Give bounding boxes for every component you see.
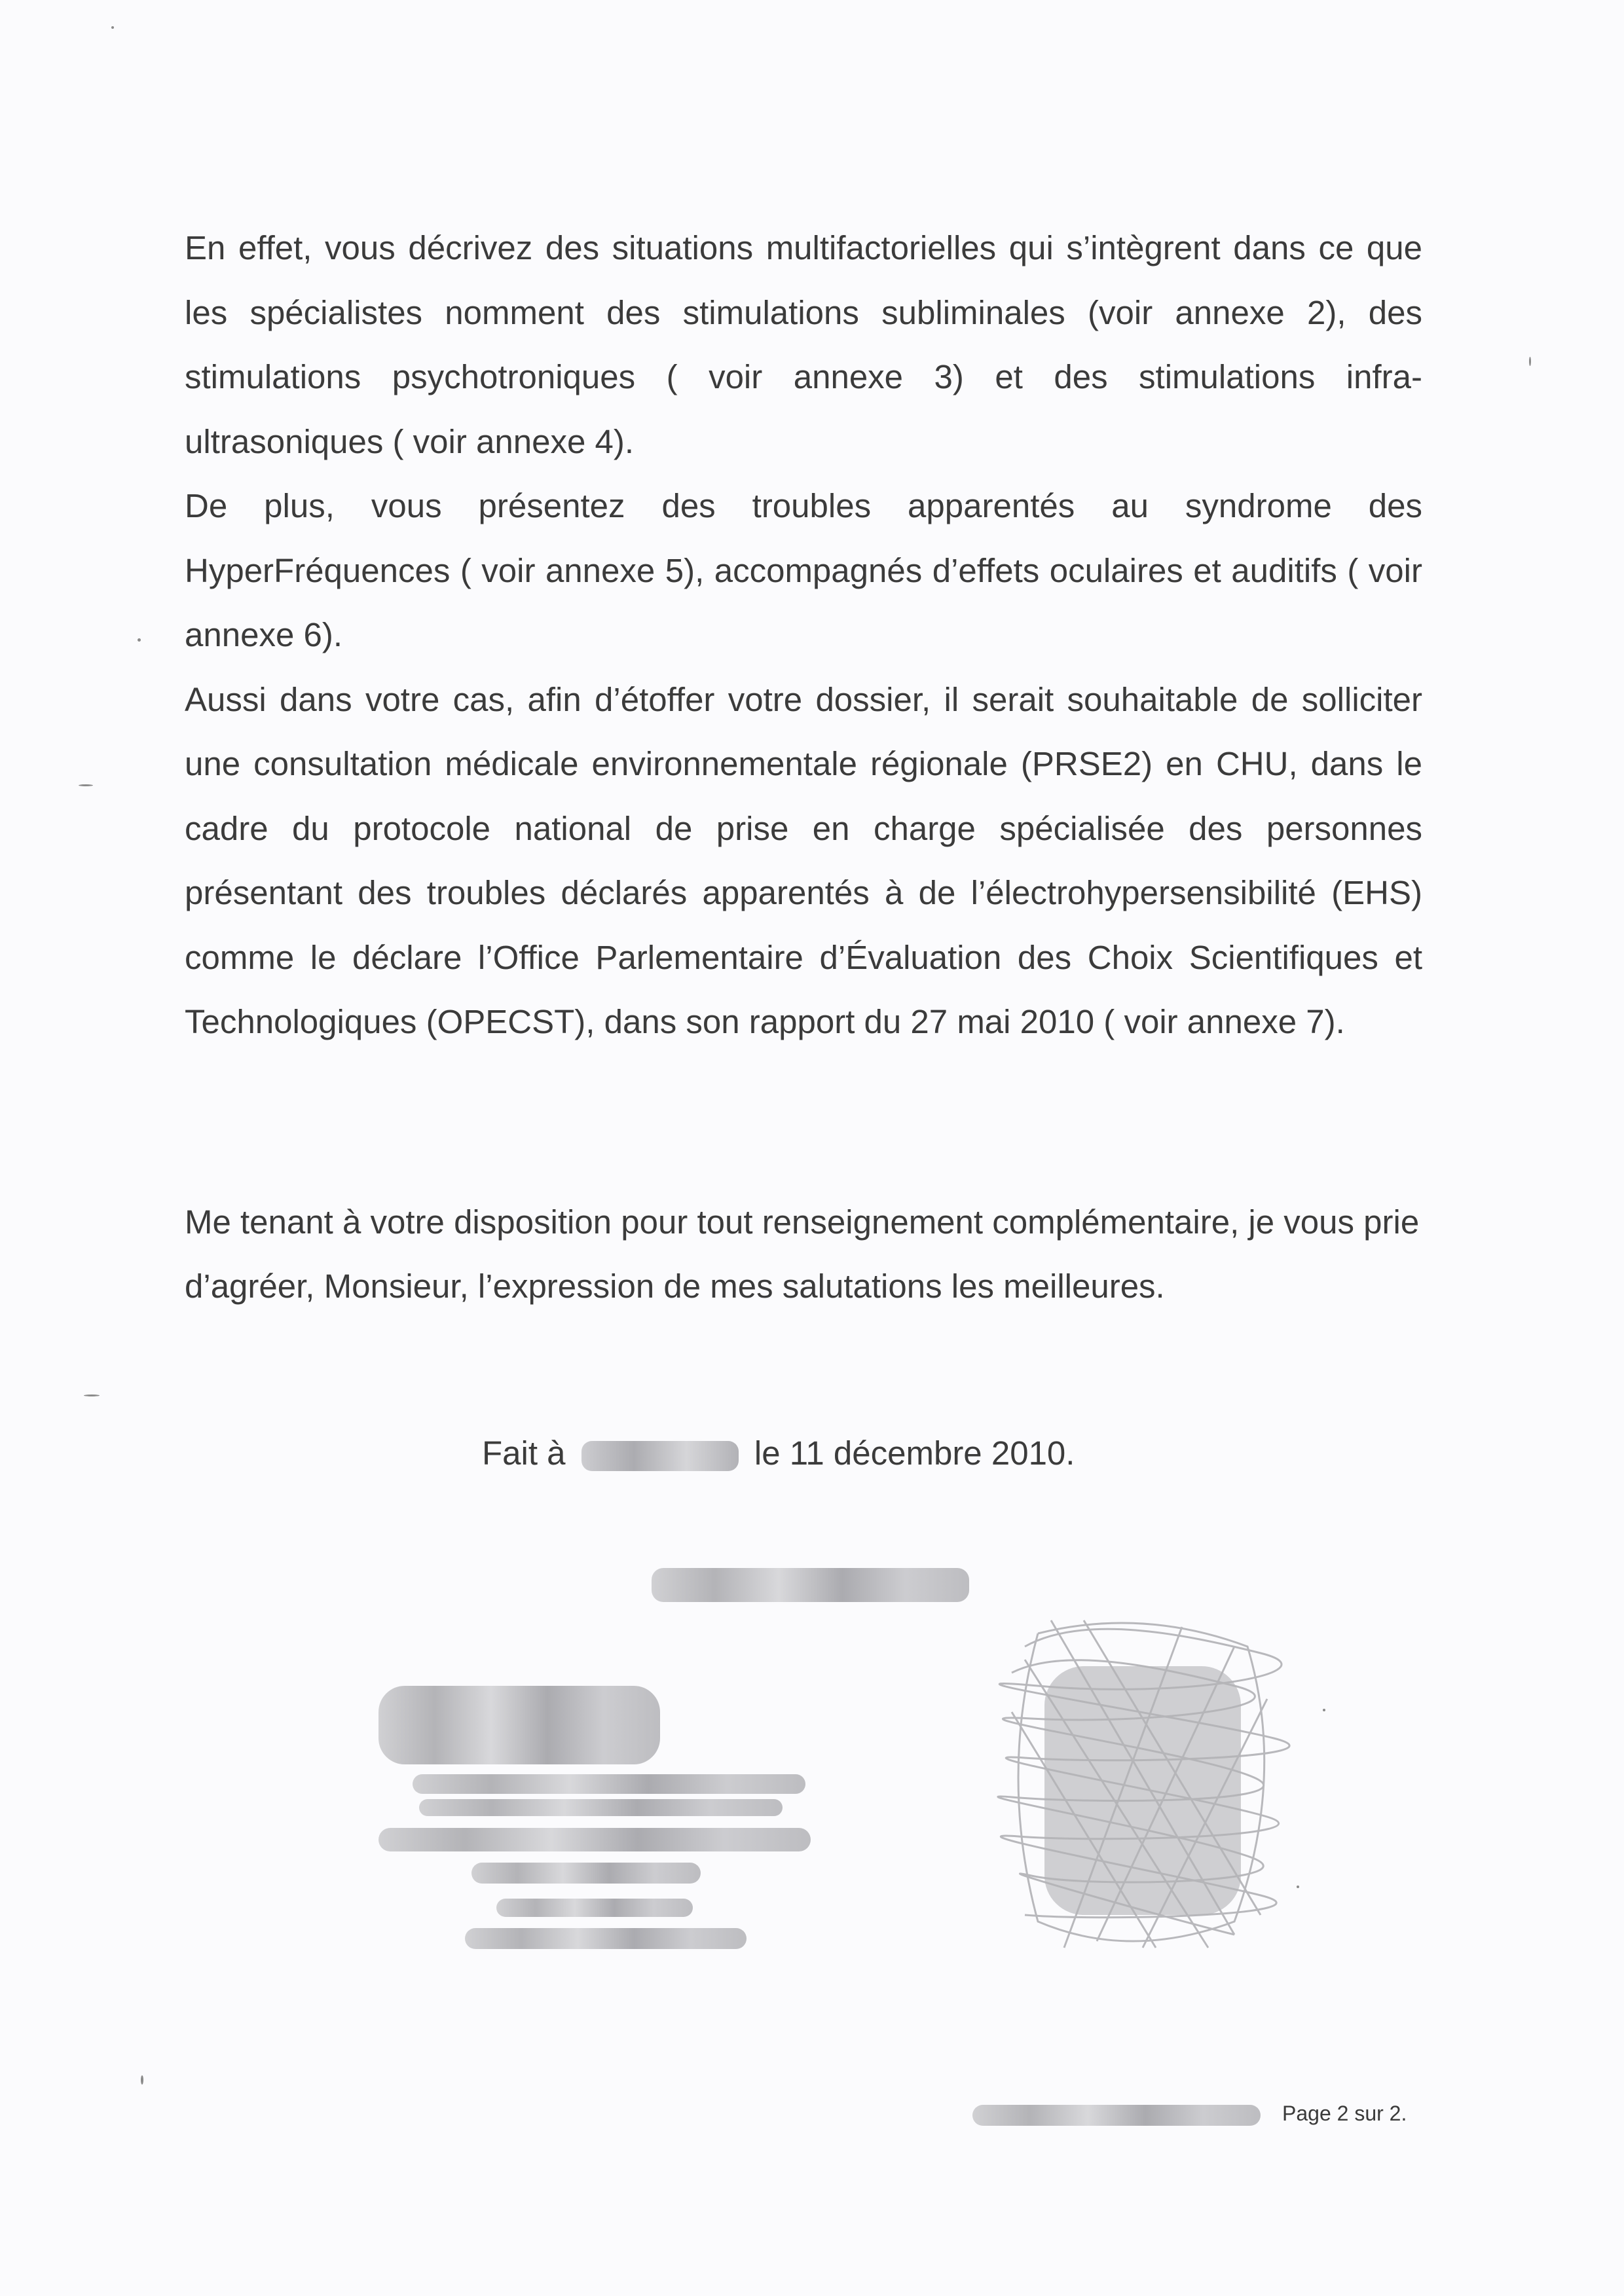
redacted-stamp-line-6 [465,1928,747,1949]
redacted-stamp-line-3 [378,1828,811,1851]
paragraph-hyperfrequences: De plus, vous présentez des troubles apparentés au syndrome des HyperFréquences ( voir annexe 5), accompagnés d’effets oculaires et auditifs ( voir annexe 6). [185,487,1422,653]
scan-speck [138,638,141,642]
redacted-footer-reference [972,2105,1261,2126]
closing-formula [185,1190,1475,1319]
letter-body [185,216,1422,1055]
scan-speck [84,1394,100,1396]
page-number: Page 2 sur 2. [1282,2102,1407,2125]
date-text: le 11 décembre 2010. [754,1434,1075,1472]
redacted-stamp-line-2 [419,1799,783,1816]
redacted-signature [986,1607,1293,1954]
paragraph-stimulations: En effet, vous décrivez des situations multifactorielles qui s’intègrent dans ce que les spécialistes nomment des stimulations subliminales (voir annexe 2), des stimulations psychotroniques ( voir annexe 3) et des stimulations infra-ultrasoniques ( voir annexe 4). [185,229,1422,460]
scan-speck [1297,1886,1299,1888]
redacted-stamp-line-1 [413,1774,805,1794]
redacted-stamp-line-4 [471,1863,701,1884]
scan-speck [1529,357,1531,366]
redacted-city [581,1441,739,1471]
scan-speck [111,26,114,29]
redacted-signatory-name [652,1568,969,1602]
scan-speck [141,2075,143,2085]
paragraph-consultation: Aussi dans votre cas, afin d’étoffer votre dossier, il serait souhaitable de solliciter une consultation médicale environnementale régionale (PRSE2) en CHU, dans le cadre du protocole national de prise en charge spécialisée des personnes présentant des troubles déclarés apparentés à de l’électrohypersensibilité (EHS) comme le déclare l’Office Parlementaire d’Évaluation des Choix Scientifiques et Technologiques (OPECST), dans son rapport du 27 mai 2010 ( voir annexe 7). [185,680,1422,1040]
redacted-stamp-header [378,1686,660,1764]
fait-prefix: Fait à [482,1434,566,1472]
closing-text: Me tenant à votre disposition pour tout renseignement complémentaire, je vous prie d’agréer, Monsieur, l’expression de mes salutations les meilleures. [185,1203,1420,1305]
redacted-stamp-line-5 [496,1899,693,1917]
scan-speck [79,784,93,786]
scan-speck [1323,1709,1325,1711]
place-date-line [482,1430,1075,1476]
